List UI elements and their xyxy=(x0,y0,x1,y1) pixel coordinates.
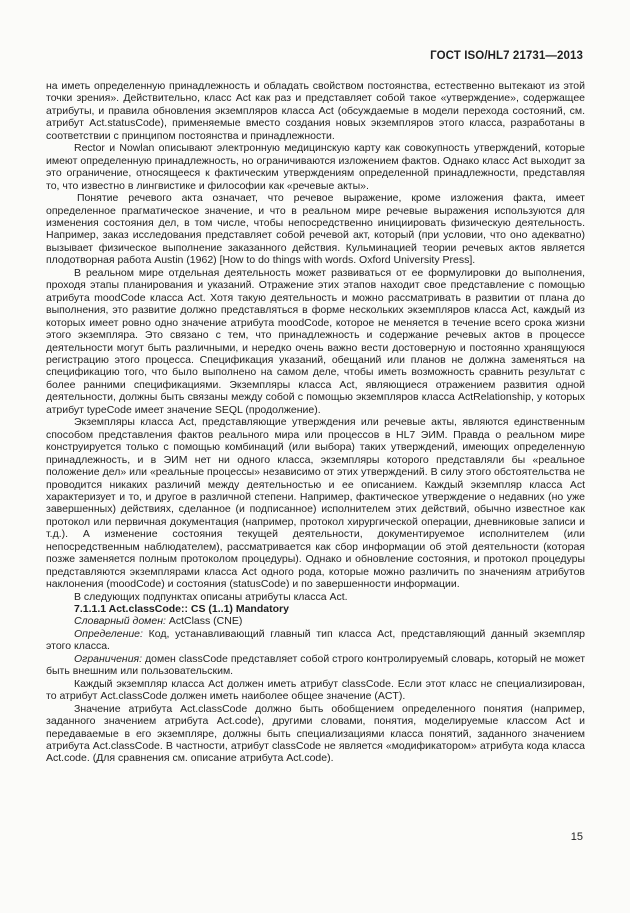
definition-paragraph xyxy=(46,628,585,653)
paragraph: Значение атрибута Act.classCode должно быть обобщением определенного понятия (например, заданного значением атрибута Act.code), другими словами, понятия, моделируемые классом Act и передаваемые в его экземпляре, должны быть специализациями класса понятий, заданного значением атрибута Act.classCode. В частности, атрибут classCode не является «модификатором» атрибута кода класса Act.code. (Для сравнения см. описание атрибута Act.code). xyxy=(46,702,585,765)
constraints-paragraph xyxy=(46,653,585,678)
paragraph: В реальном мире отдельная деятельность может развиваться от ее формулировки до выполнения, проходя этапы планирования и указаний. Отражение этих этапов находит свое представление с помощью атрибута moodCode класса Act. Хотя такую деятельность и можно рассматривать в развитии от плана до выполнения, это развитие должно представляться в форме нескольких экземпляров класса Act, каждый из которых имеет ровно одно значение атрибута moodCode, которое не меняется в течение всего срока жизни этого экземпляра. Это связано с тем, что принадлежность и содержание речевых актов в процессе деятельности могут быть различными, и нередко очень важно вести достоверную и постоянно хранящуюся регистрацию этого процесса. Спецификация указаний, обещаний или планов не должна заменяться на спецификацию того, что было выполнено на самом деле, чтобы иметь возможность сравнить результат с более ранними спецификациями. Экземпляры класса Act, являющиеся отражением развития одной деятельности, должны быть связаны между собой с помощью экземпляров класса ActRelationship, у которых атрибут typeCode имеет значение SEQL (продолжение). xyxy=(46,266,585,416)
page-number: 15 xyxy=(570,831,583,843)
paragraph: Каждый экземпляр класса Act должен иметь атрибут classCode. Если этот класс не специализирован, то атрибут Act.classCode должен иметь наиболее общее значение (ACT). xyxy=(46,677,585,703)
paragraph: Rector и Nowlan описывают электронную медицинскую карту как совокупность утверждений, которые имеют определенную принадлежность, но ограничиваются изложением фактов. Однако класс Act выходит за это ограничение, относящееся к фактическим утверждениям определенной принадлежности, представляя то, что известно в лингвистике и философии как «речевые акты». xyxy=(46,142,585,192)
constraints-text: домен classCode представляет собой строго контролируемый словарь, который не может быть внешним или пользовательским. xyxy=(46,652,585,678)
paragraph: Экземпляры класса Act, представляющие утверждения или речевые акты, являются единственным способом представления фактов реального мира или процессов в HL7 ЭИМ. Правда о реальном мире конструируется только с помощью комбинаций (или выбора) таких утверждений, имеющих определенную принадлежность, и в ЭИМ нет ни одного класса, экземпляры которого представляли бы «реальное положение дел» или «реальные процессы» независимо от этих утверждений. В силу этого обстоятельства не проводится никаких различий между деятельностью и ее описанием. Каждый экземпляр класса Act характеризует и то, и другое в различной степени. Например, фактическое утверждение о недавних (но уже завершенных) действиях, сделанное (и подписанное) исполнителем этих действий, обычно известное как протокол или первичная документация (например, протокол хирургической операции, дневниковые записи и т.д.). А изменение состояния текущей деятельности, документируемое исполнителем (или непосредственным наблюдателем), рассматривается как сбор информации об этой деятельности (которая позже заменяется полным протоколом процедуры). Однако и обновление состояния, и протокол процедуры представляются экземплярами класса Act одного рода, которые можно различить по значениям атрибутов наклонения (moodCode) и состояния (statusCode) и по завершенности информации. xyxy=(46,416,585,591)
vocabulary-domain-line xyxy=(46,615,585,627)
definition-text: Код, устанавливающий главный тип класса Act, представляющий данный экземпляр этого класса. xyxy=(46,627,585,653)
section-heading: 7.1.1.1 Act.classCode:: CS (1..1) Mandatory xyxy=(74,603,289,616)
vocabulary-domain-value: ActClass (CNE) xyxy=(165,615,243,628)
document-body xyxy=(46,80,585,765)
paragraph: В следующих подпунктах описаны атрибуты класса Act. xyxy=(74,590,348,603)
paragraph: Понятие речевого акта означает, что речевое выражение, кроме изложения факта, имеет определенное прагматическое значение, и что в реальном мире речевые выражения используются для изменения состояния дел, в том числе, чтобы непосредственно инициировать физическую деятельность. Например, заказ исследования представляет собой речевой акт, который (при условии, что оно адекватно) вызывает физическое выполнение заказанного действия. Кульминацией теории речевых актов является плодотворная работа Austin (1962) [How to do things with words. Oxford University Press]. xyxy=(46,192,585,267)
paragraph: на иметь определенную принадлежность и обладать свойством постоянства, естественно вытекают из этой точки зрения». Действительно, класс Act как раз и представляет собой такое «утверждение», содержащее атрибуты, и правила обновления экземпляров класса Act (обсуждаемые в модели перехода состояний, см. атрибут Act.statusCode), применяемые вместо создания новых экземпляров этого класса, разработаны в соответствии с принципом постоянства и принадлежности. xyxy=(46,80,585,142)
document-standard-code: ГОСТ ISO/HL7 21731—2013 xyxy=(430,50,583,62)
definition-label: Определение: xyxy=(74,627,143,640)
constraints-label: Ограничения: xyxy=(74,652,143,665)
vocabulary-domain-label: Словарный домен: xyxy=(74,615,166,628)
